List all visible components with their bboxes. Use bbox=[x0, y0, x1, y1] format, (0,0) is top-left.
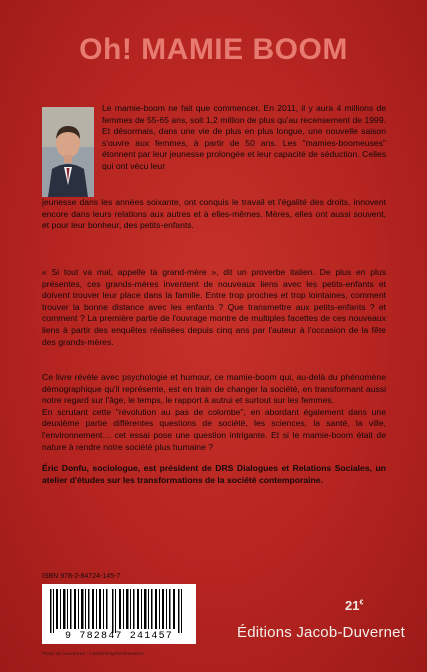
book-title: Oh! MAMIE BOOM bbox=[79, 33, 348, 66]
summary-paragraphs bbox=[42, 372, 386, 453]
photo-credit: Photo de couverture : Corbis/GraphicObsession bbox=[42, 652, 144, 657]
price-currency: € bbox=[359, 599, 364, 607]
author-bio: Éric Donfu, sociologue, est président de DRS Dialogues et Relations Sociales, un atelier d'études sur les transformations de la société contemporaine. bbox=[42, 463, 386, 485]
publisher-name: Éditions Jacob-Duvernet bbox=[237, 624, 406, 641]
proverb-paragraph: « Si tout va mal, appelle ta grand-mère », dit un proverbe italien. De plus en plus présentes, ces grands-mères inventent de nouveaux liens avec les petits-enfants et doivent trouver leur place dans la famille. Entre trop proches et trop lointaines, comment trouver la bonne distance avec les enfants ? Que transmettre aux petits-enfants ? et comment ? La première partie de l'ouvrage montre de multiples facettes de ces nouveaux liens à partir des enquêtes réalisées depuis cinq ans par l'auteur à l'occasion de la fête des grands-mères. bbox=[42, 267, 386, 347]
barcode bbox=[42, 584, 196, 644]
intro-paragraph-continued: jeunesse dans les années soixante, ont conquis le travail et l'égalité des droits, innovent encore dans leurs relations aux autres et à elles-mêmes. Mères, elles ont aussi souvent, et pour leur bonheur, des petits-enfants. bbox=[42, 197, 386, 231]
summary-paragraph-1: Ce livre révèle avec psychologie et humour, ce mamie-boom qui, au-delà du phénomène démographique qu'il représente, est en train de changer la société, en transformant aussi notre regard sur l'âge, le temps, le rapport à autrui et surtout sur les femmes. bbox=[42, 372, 386, 406]
price bbox=[345, 598, 363, 613]
author-photo bbox=[42, 107, 94, 197]
intro-paragraph-top: Le mamie-boom ne fait que commencer. En 2011, il y aura 4 millions de femmes de 55-65 ans, soit 1,2 million de plus qu'au recensement de 1999. Et désormais, dans une vie de plus en plus longue, une nouvelle saison s'ouvre aux femmes, à partir de 50 ans. Les "mamies-boomeuses" étonnent par leur jeunesse prolongée et leur capacité de séduction. Celles qui ont vécu leur bbox=[102, 103, 386, 171]
barcode-digits: 9 782847 241457 bbox=[64, 631, 173, 642]
price-value: 21 bbox=[345, 598, 360, 613]
isbn-label: ISBN 978-2-84724-145-7 bbox=[42, 573, 121, 580]
summary-paragraph-2: En scrutant cette "révolution au pas de colombe", en abordant également dans une deuxième partie différentes questions de société, les sciences, la santé, la ville, l'environnement… cet essai pose une question intrigante. Et si le mamie-boom était de nature à rendre notre société plus humaine ? bbox=[42, 406, 386, 452]
